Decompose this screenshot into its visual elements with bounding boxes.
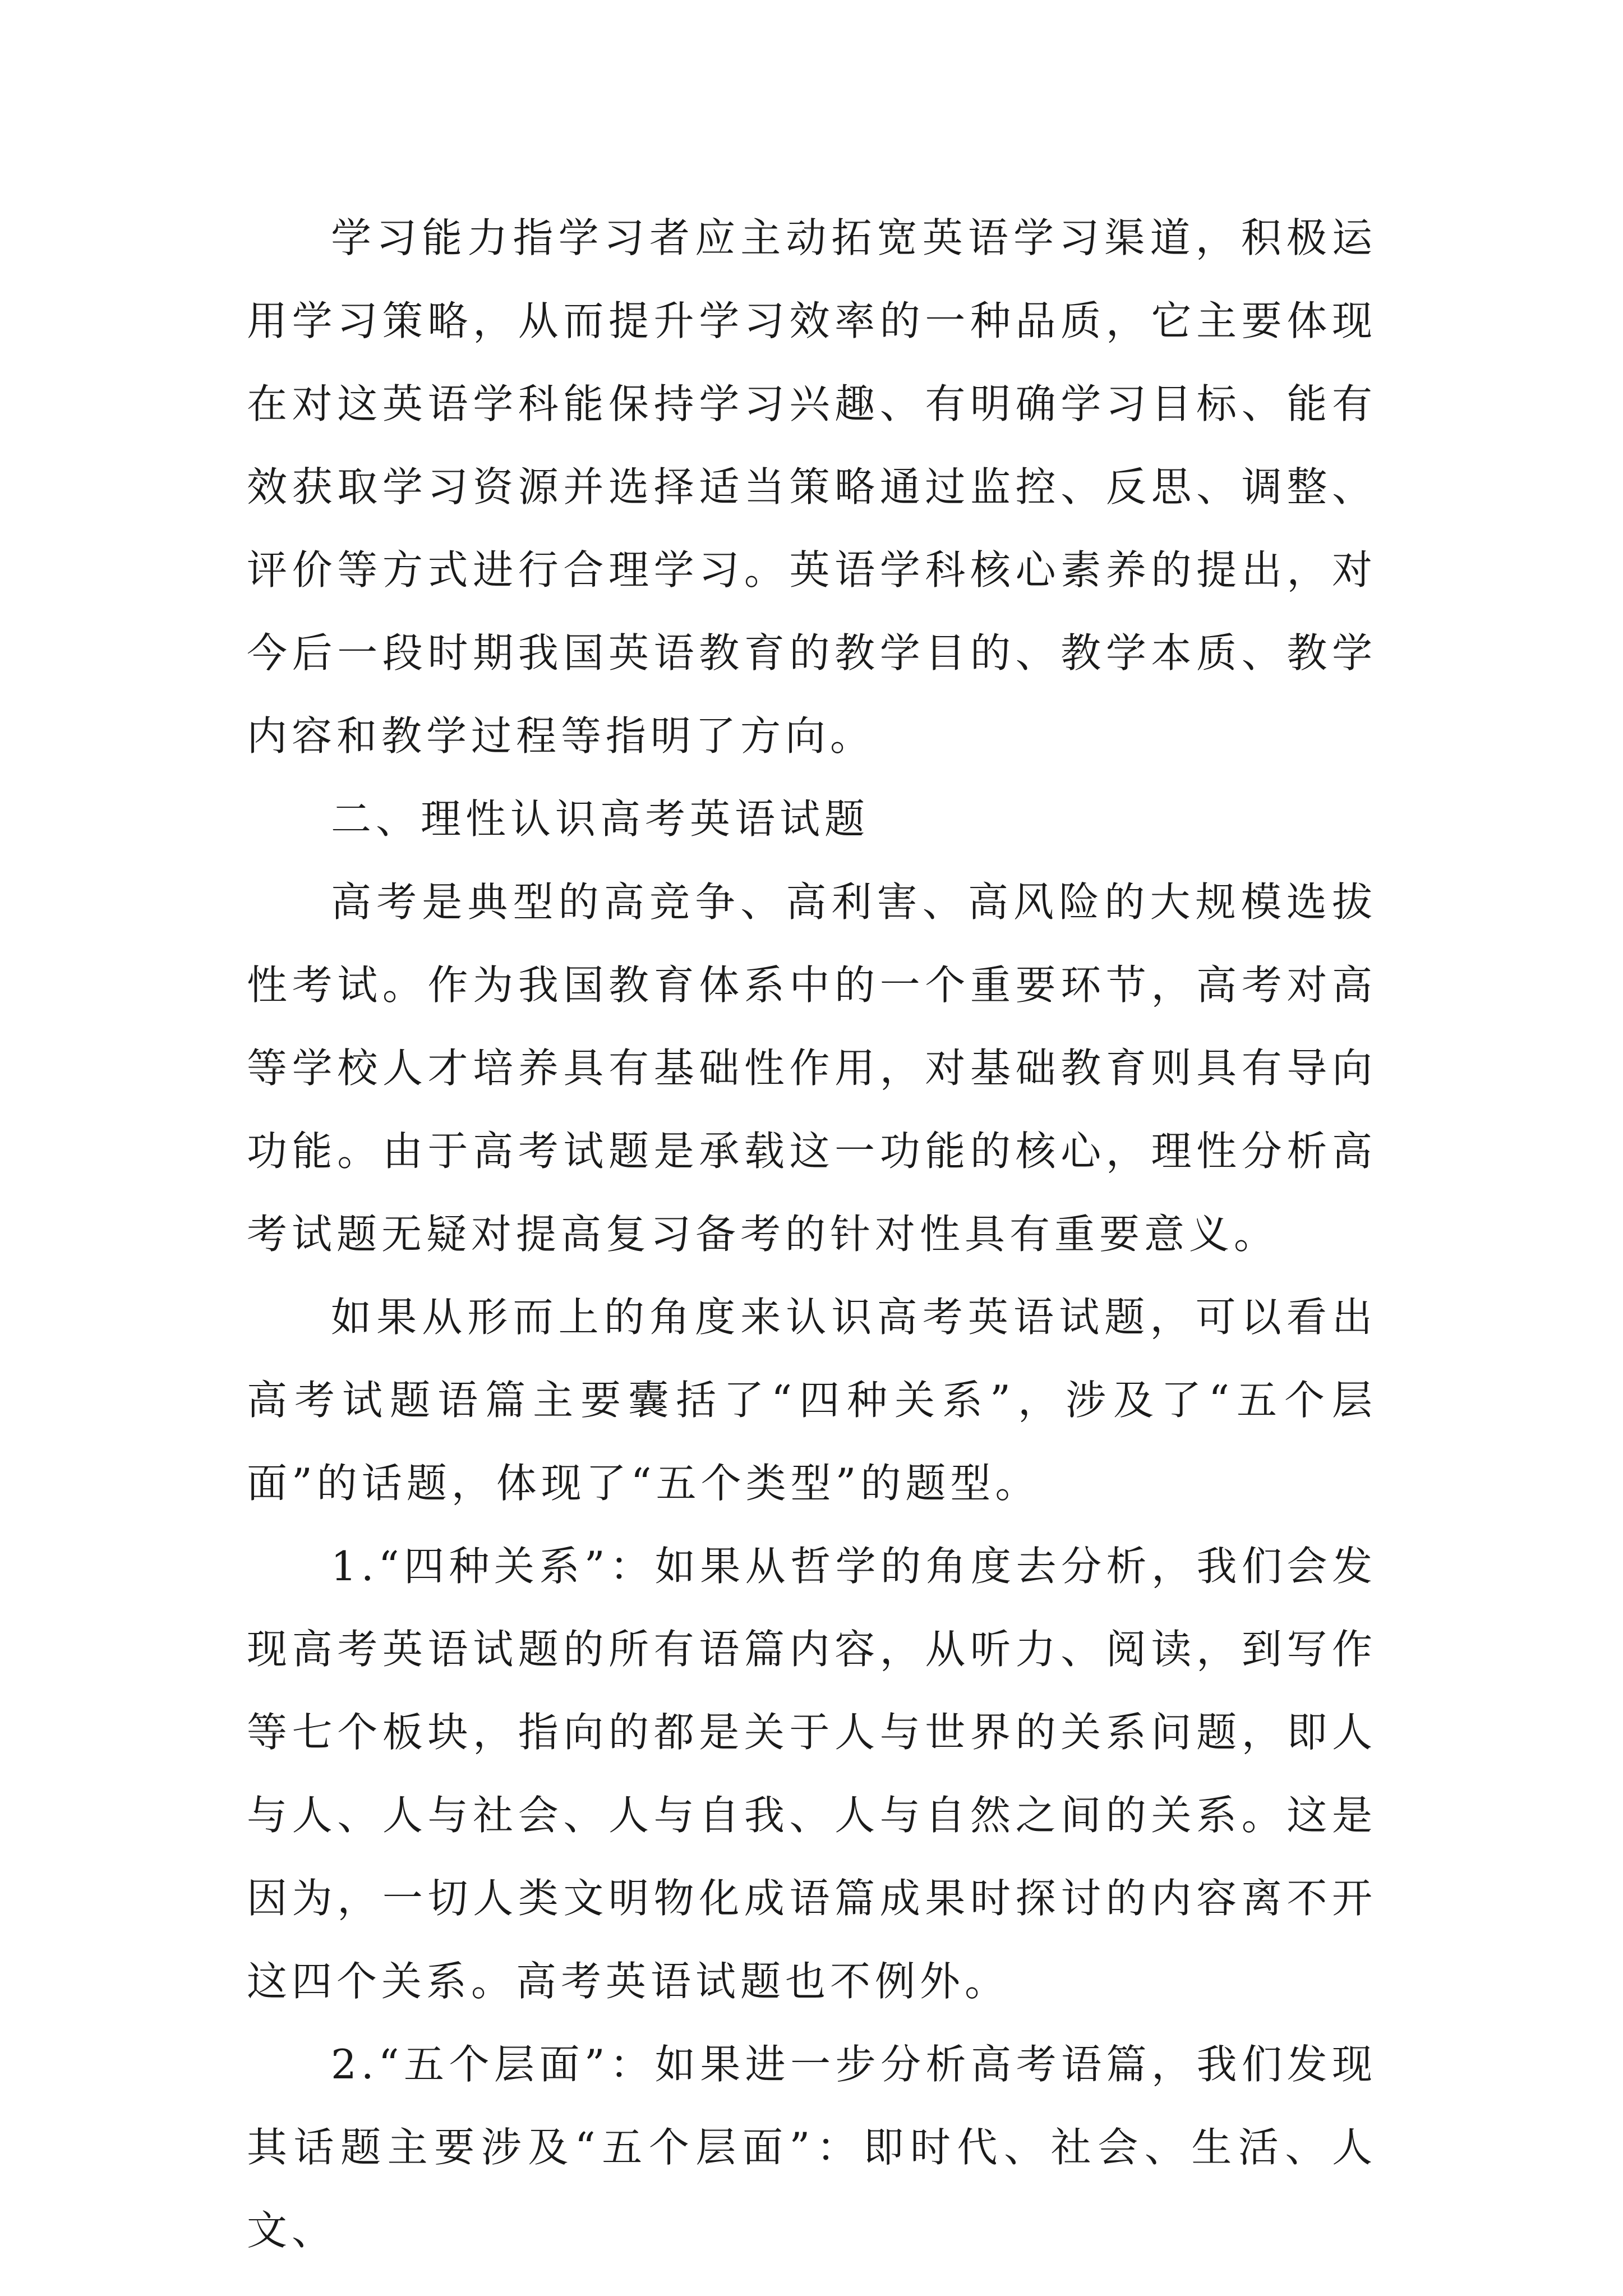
section-heading: 二、理性认识高考英语试题 (331, 795, 870, 843)
paragraph-metaphysical-view: 如果从形而上的角度来认识高考英语试题，可以看出高考试题语篇主要囊括了“四种关系”，涉及了“五个层面”的话题，体现了“五个类型”的题型。 (247, 1294, 1377, 1507)
document-body (247, 196, 1377, 2272)
paragraph-learning-ability: 学习能力指学习者应主动拓宽英语学习渠道，积极运用学习策略，从而提升学习效率的一种品质，它主要体现在对这英语学科能保持学习兴趣、有明确学习目标、能有效获取学习资源并选择适当策略通过监控、反思、调整、评价等方式进行合理学习。英语学科核心素养的提出，对今后一段时期我国英语教育的教学目的、教学本质、教学内容和教学过程等指明了方向。 (247, 214, 1377, 760)
paragraph-gaokao-intro: 高考是典型的高竞争、高利害、高风险的大规模选拔性考试。作为我国教育体系中的一个重要环节，高考对高等学校人才培养具有基础性作用，对基础教育则具有导向功能。由于高考试题是承载这一功能的核心，理性分析高考试题无疑对提高复习备考的针对性具有重要意义。 (247, 878, 1377, 1258)
paragraph-four-relations: 1.“四种关系”：如果从哲学的角度去分析，我们会发现高考英语试题的所有语篇内容，从听力、阅读，到写作等七个板块，指向的都是关于人与世界的关系问题，即人与人、人与社会、人与自我、人与自然之间的关系。这是因为，一切人类文明物化成语篇成果时探讨的内容离不开这四个关系。高考英语试题也不例外。 (247, 1543, 1377, 2005)
paragraph-five-levels: 2.“五个层面”：如果进一步分析高考语篇，我们发现其话题主要涉及“五个层面”：即时代、社会、生活、人文、 (247, 2041, 1377, 2254)
